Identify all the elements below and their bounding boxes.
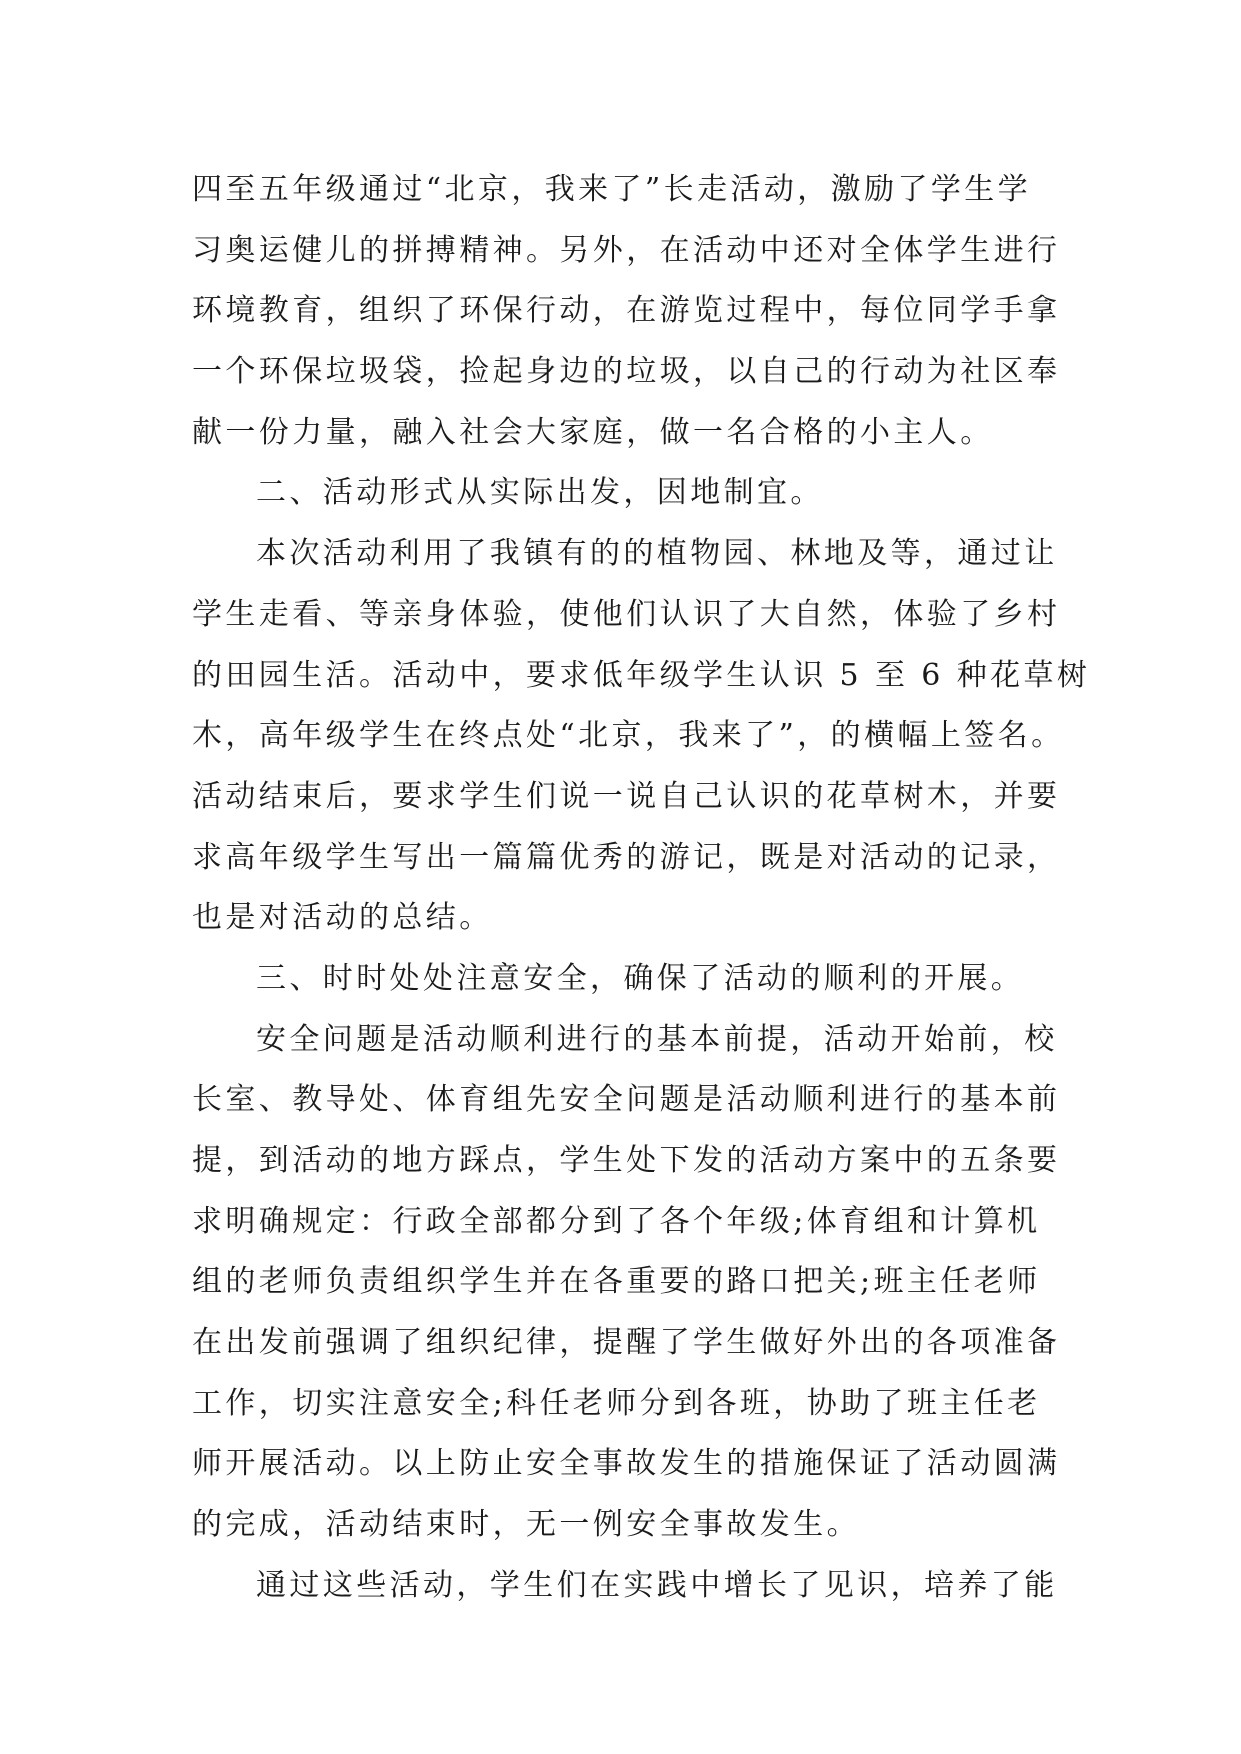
body-text: [192, 160, 1091, 1617]
paragraph-first-line: 二、活动形式从实际出发，因地制宜。: [256, 475, 824, 511]
text-line: 四至五年级通过“北京，我来了”长走活动，激励了学生学: [192, 172, 1032, 207]
text-line: 一个环保垃圾袋，捡起身边的垃圾，以自己的行动为社区奉: [192, 354, 1061, 390]
text-line: 学生走看、等亲身体验，使他们认识了大自然，体验了乡村: [192, 596, 1061, 632]
text-line: 的田园生活。活动中，要求低年级学生认识 5 至 6 种花草树: [192, 657, 1091, 693]
text-line: 习奥运健儿的拼搏精神。另外，在活动中还对全体学生进行: [192, 232, 1061, 268]
text-line: 师开展活动。以上防止安全事故发生的措施保证了活动圆满: [192, 1446, 1061, 1482]
paragraph-first-line: 三、时时处处注意安全，确保了活动的顺利的开展。: [256, 960, 1025, 996]
text-line: 工作，切实注意安全;科任老师分到各班，协助了班主任老: [192, 1385, 1041, 1421]
text-line: 求高年级学生写出一篇篇优秀的游记，既是对活动的记录，: [192, 839, 1061, 875]
text-line: 也是对活动的总结。: [192, 900, 493, 936]
text-line: 组的老师负责组织学生并在各重要的路口把关;班主任老师: [192, 1264, 1041, 1300]
paragraph-first-line: 通过这些活动，学生们在实践中增长了见识，培养了能: [256, 1567, 1058, 1603]
text-line: 的完成，活动结束时，无一例安全事故发生。: [192, 1507, 860, 1543]
text-line: 环境教育，组织了环保行动，在游览过程中，每位同学手拿: [192, 293, 1061, 329]
text-line: 献一份力量，融入社会大家庭，做一名合格的小主人。: [192, 414, 994, 450]
text-line: 提，到活动的地方踩点，学生处下发的活动方案中的五条要: [192, 1143, 1061, 1178]
paragraph-first-line: 安全问题是活动顺利进行的基本前提，活动开始前，校: [256, 1021, 1058, 1057]
text-line: 在出发前强调了组织纪律，提醒了学生做好外出的各项准备: [192, 1325, 1061, 1361]
text-line: 木，高年级学生在终点处“北京，我来了”，的横幅上签名。: [192, 718, 1065, 754]
text-line: 长室、教导处、体育组先安全问题是活动顺利进行的基本前: [192, 1082, 1061, 1118]
paragraph-first-line: 本次活动利用了我镇有的的植物园、林地及等，通过让: [256, 536, 1058, 572]
text-line: 求明确规定：行政全部都分到了各个年级;体育组和计算机: [192, 1203, 1041, 1239]
text-line: 活动结束后，要求学生们说一说自己认识的花草树木，并要: [192, 778, 1061, 814]
